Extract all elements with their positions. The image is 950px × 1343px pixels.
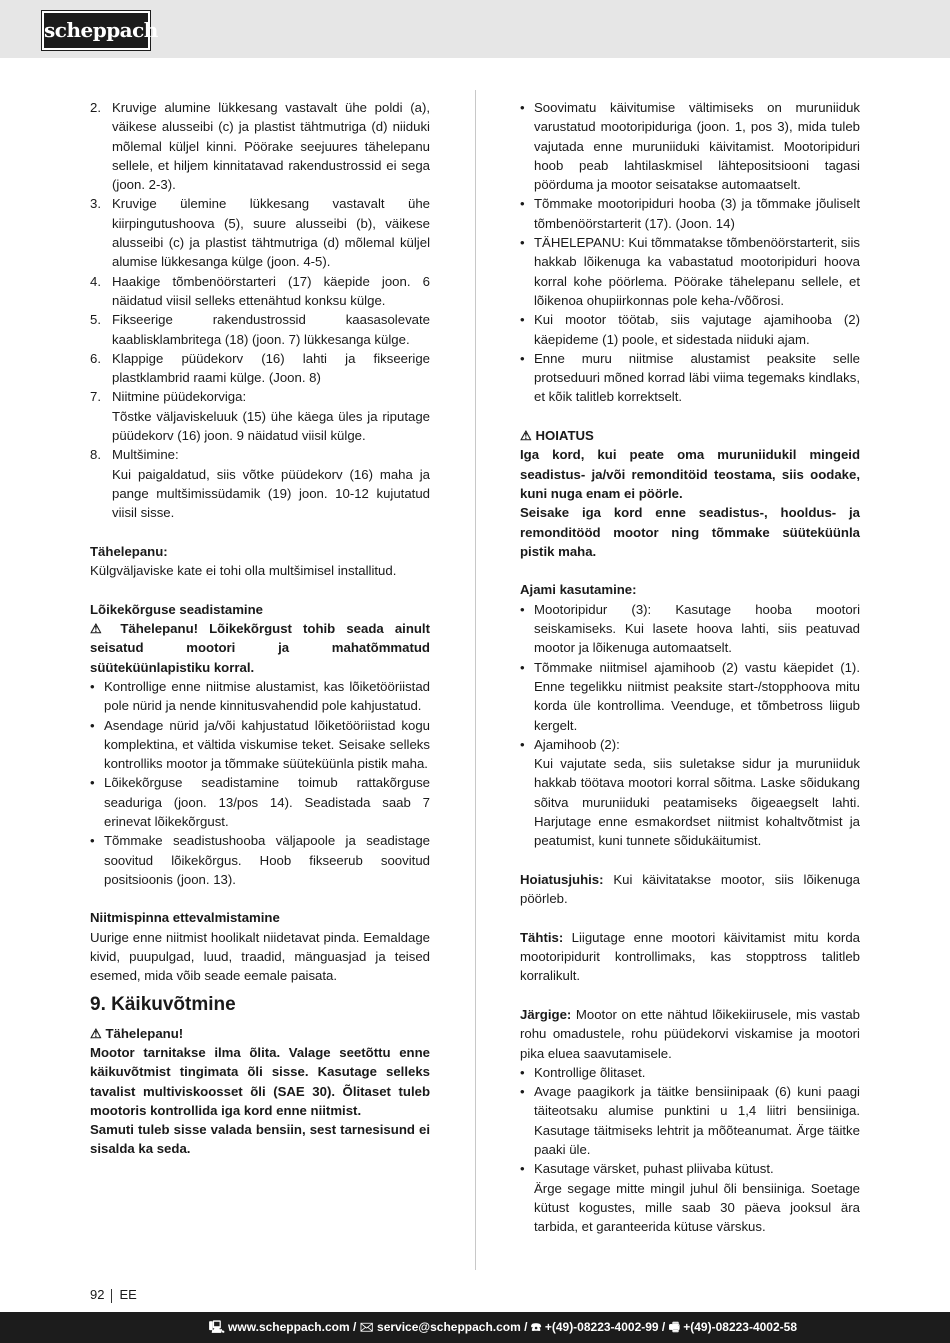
list-item: • Kontrollige õlitaset. xyxy=(520,1064,646,1080)
language-code: EE xyxy=(119,1287,137,1302)
column-divider xyxy=(475,90,476,1270)
right-column xyxy=(520,98,860,1237)
important-paragraph: Tähtis: Liigutage enne mootori käivitamist mitu korda mootoripidurit kontrollimaks, kas stopptross talitleb korralikult. xyxy=(520,929,860,984)
note-text: Külgväljaviske kate ei tohi olla multšimisel installitud. xyxy=(90,563,397,579)
warning-heading: ⚠ HOIATUS xyxy=(520,428,594,444)
list-item: • Tõmmake seadistushooba väljapoole ja seadistage soovitud lõikekõrgus. Hoob fikseerub soovitud positsioonis (joon. 13). xyxy=(90,833,430,887)
list-item: • Tõmmake niitmisel ajamihoob (2) vastu käepidet (1). Enne tegelikku niitmist peaksite start-/stopphoova mitu korda üle kontrollima. Veenduge, et tõmbetross liigub kergelt. xyxy=(520,659,860,733)
observe-paragraph: Järgige: Mootor on ette nähtud lõikekiirusele, mis vastab rohu omadustele, rohu püüdekorvi viskamise ja mootori pika eluea saavutamisele. xyxy=(520,1006,860,1061)
step-4: 4. Haakige tõmbenöörstarteri (17) käepide joon. 6 näidatud viisil selleks ettenähtud konksu külge. xyxy=(90,273,430,308)
prep-text: Uurige enne niitmist hoolikalt niidetavat pinda. Eemaldage kivid, puupulgad, luud, traadid, mänguasjad ja teised esemed, mida võib seade eemale paisata. xyxy=(90,929,430,984)
warning-text-2: Seisake iga kord enne seadistus-, hooldus- ja remonditööd mootor ning tõmmake süüteküünla pistik maha. xyxy=(520,505,860,559)
step-7: 7. Niitmine püüdekorviga: Tõstke väljaviskeluuk (15) ühe käega üles ja riputage püüdekorv (16) joon. 9 näidatud viisil külge. xyxy=(90,389,430,444)
page-number: 92 xyxy=(90,1287,105,1302)
step-7-text: Tõstke väljaviskeluuk (15) ühe käega üles ja riputage püüdekorv (16) joon. 9 näidatud viisil külge. xyxy=(112,408,430,444)
list-item: • Lõikekõrguse seadistamine toimub rattakõrguse seaduriga (joon. 13/pos 14). Seadistada saab 7 erinevat lõikekõrgust. xyxy=(90,775,430,829)
cut-height-warning: ⚠ Tähelepanu! Lõikekõrgust tohib seada ainult seisatud mootori ja mahatõmmatud süüteküünlapistiku korral. xyxy=(90,621,430,675)
list-item: • Tõmmake mootoripiduri hooba (3) ja tõmmake jõuliselt tõmbenöörstarterit (17). (Joon. 14) xyxy=(520,196,860,231)
list-item: • Kui mootor töötab, siis vajutage ajamihooba (2) käepideme (1) poole, et sidestada niiduki ajam. xyxy=(520,312,860,347)
contact-info: 🖳 www.scheppach.com / 🖂 service@scheppach.com / ☎ +(49)-08223-4002-99 / 🖷 +(49)-08223-4002-58 xyxy=(208,1320,797,1334)
list-item: • Avage paagikork ja täitke bensiinipaak (6) kuni paagi täiteotsaku alumise punktini u 1,4 liitri bensiiniga. Kasutage täitmiseks lehtrit ja mõõteanumat. Ärge täitke paaki üle. xyxy=(520,1084,860,1158)
list-item: • Ajamihoob (2): Kui vajutate seda, siis suletakse sidur ja muruniiduk hakkab töötava mootori korral sõitma. Laske sõidukang sõitva muruniiduki peatamiseks õigeaegselt lahti. Harjutage enne esmakordset niitmist kohaltvõtmist ja peatumist, kuni tunnete sõidukäitumist. xyxy=(520,736,860,849)
page-separator xyxy=(111,1289,112,1303)
note-heading: Tähelepanu: xyxy=(90,543,168,559)
list-item: • Asendage nürid ja/või kahjustatud lõiketööriistad kogu komplektina, et vältida viskumise teket. Seisake selleks kontrolliks mootor ja tõmmake süüteküünla pistik maha. xyxy=(90,717,430,772)
drive-usage-heading: Ajami kasutamine: xyxy=(520,582,637,598)
step-3: 3. Kruvige ülemine lükkesang vastavalt ühe kiirpingutushoova (5), suure alusseibi (b), väikese alusseibi (c) ja plastist tähtmutriga (d) mõlemal küljel alumise lükkesanga külge (joon. 4-5). xyxy=(90,196,430,270)
section-9-warning-heading: ⚠ Tähelepanu! xyxy=(90,1025,184,1041)
page-footer xyxy=(90,1287,137,1303)
prep-heading: Niitmispinna ettevalmistamine xyxy=(90,910,280,926)
section-9-fuel-text: Samuti tuleb sisse valada bensiin, sest tarnesisund ei sisalda ka seda. xyxy=(90,1122,430,1157)
section-9-warning-text: Mootor tarnitakse ilma õlita. Valage seetõttu enne käikuvõtmist tingimata õli sisse. Kasutage selleks tavalist multiviskoosset õli (SAE 30). Õlitaset tuleb mootoris kontrollida iga kord enne niitmist. xyxy=(90,1044,430,1118)
step-8: 8. Multšimine: Kui paigaldatud, siis võtke püüdekorv (16) maha ja pange multšimissüdamik (19) joon. 10-12 kujutatud viisil sisse. xyxy=(90,447,430,521)
warning-text-1: Iga kord, kui peate oma muruniidukil mingeid seadistus- ja/või remonditöid teostama, siis oodake, kuni nuga enam ei pöörle. xyxy=(520,447,860,501)
step-7-title: Niitmine püüdekorviga: xyxy=(112,389,247,405)
step-6: 6. Klappige püüdekorv (16) lahti ja fikseerige plastklambrid raami külge. (Joon. 8) xyxy=(90,350,430,386)
list-item: • Enne muru niitmise alustamist peaksite selle protseduuri mõned korrad läbi viima tegemaks kindlaks, et kõik talitleb korrektselt. xyxy=(520,350,860,405)
brand-logo: scheppach xyxy=(42,11,150,50)
cut-height-heading: Lõikekõrguse seadistamine xyxy=(90,601,263,617)
list-item: • Kasutage värsket, puhast pliivaba kütust. Ärge segage mitte mingil juhul õli bensiiniga. Soetage kütust kogustes, mille saab 30 päeva jooksul ära tarbida, et garanteerida kütuse värskus. xyxy=(520,1161,860,1235)
list-item: • Mootoripidur (3): Kasutage hooba mootori seiskamiseks. Kui lasete hoova lahti, siis peatuvad mootor ja lõikenuga automaatselt. xyxy=(520,601,860,656)
list-item: • Soovimatu käivitumise vältimiseks on muruniiduk varustatud mootoripiduriga (joon. 1, pos 3), mida tuleb vajutada enne muruniiduki käivitamist. Mootoripiduri hoob peab lahtilaskmisel lähtepositsiooni tagasi pöörduma ja mootor seisatakse automaatselt. xyxy=(520,100,860,193)
section-9-title: 9. Käikuvõtmine xyxy=(90,993,236,1015)
step-2: 2. Kruvige alumine lükkesang vastavalt ühe poldi (a), väikese alusseibi (c) ja plastist tähtmutriga (d) niiduki mõlemal küljel kinni. Pöörake seejuures tähelepanu sellele, et hiljem kinnitatavad rakendustrossid ei sega (joon. 2-3). xyxy=(90,100,430,193)
list-item: • Kontrollige enne niitmise alustamist, kas lõiketööriistad pole nürid ja nende kinnitusvahendid pole kahjustatud. xyxy=(90,678,430,714)
step-8-text: Kui paigaldatud, siis võtke püüdekorv (16) maha ja pange multšimissüdamik (19) joon. 10-12 kujutatud viisil sisse. xyxy=(112,466,430,521)
hint-paragraph: Hoiatusjuhis: Kui käivitatakse mootor, siis lõikenuga pöörleb. xyxy=(520,871,860,907)
contact-bar xyxy=(0,1312,950,1343)
left-column xyxy=(90,98,430,1159)
list-item: • TÄHELEPANU: Kui tõmmatakse tõmbenöörstarterit, siis hakkab lõikenuga ka vabastatud mootoripiduri hoova korral kohe pöörlema. Pöörake tähelepanu sellele, et lõikenoa ohupiirkonnas pole keha-/võõrosi. xyxy=(520,235,860,308)
header-bar xyxy=(0,0,950,58)
step-5: 5. Fikseerige rakendustrossid kaasasolevate kaablisklambritega (18) (joon. 7) lükkesanga külge. xyxy=(90,312,430,347)
step-8-title: Multšimine: xyxy=(112,447,179,463)
